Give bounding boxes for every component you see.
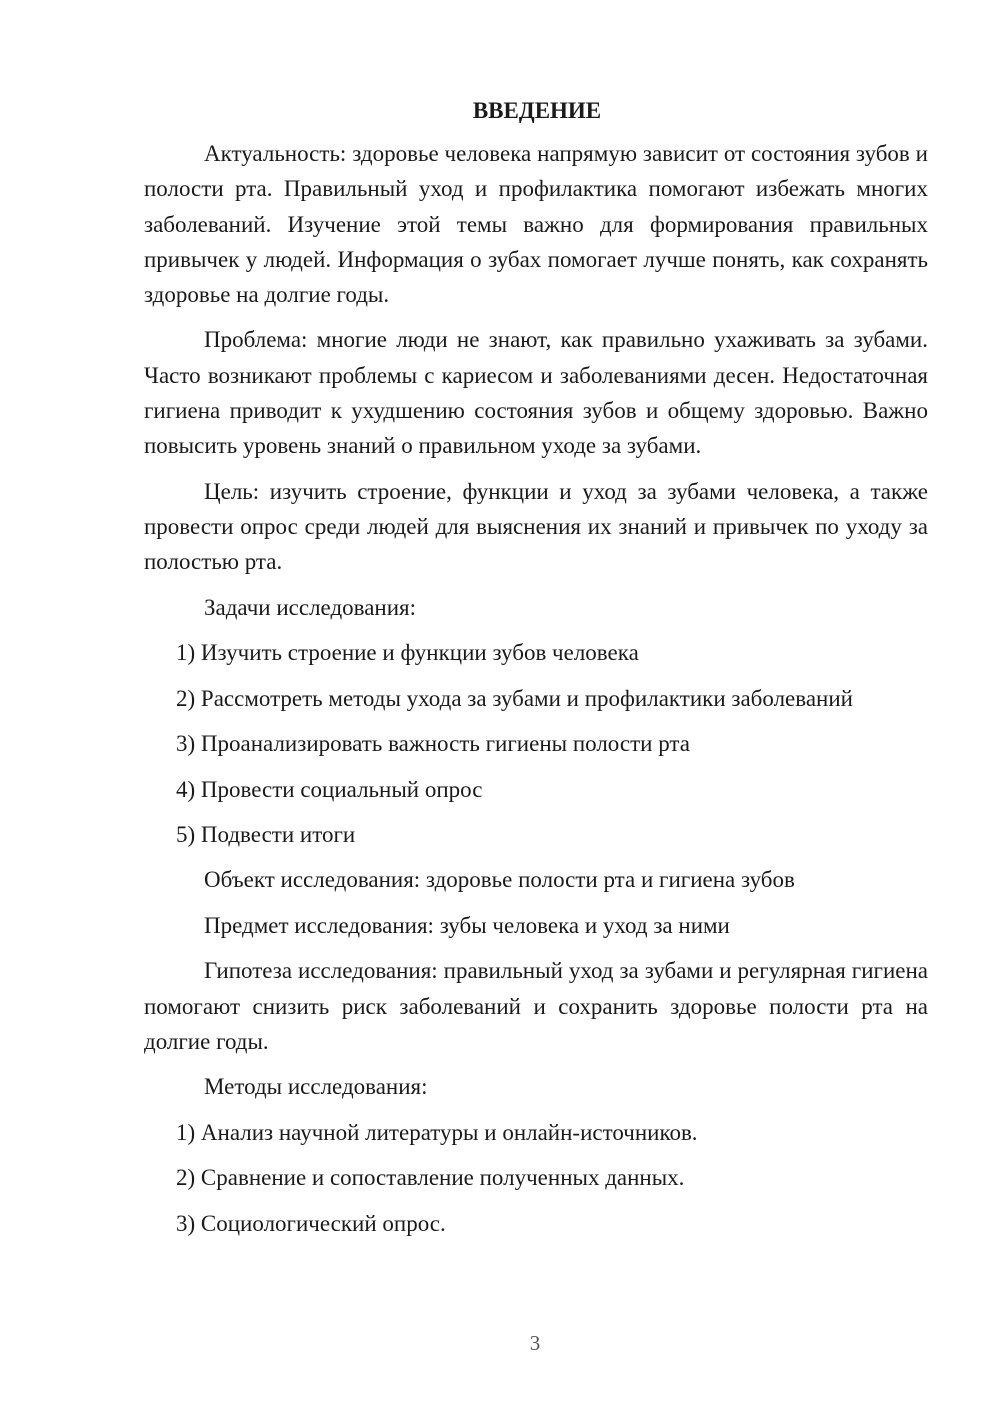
method-item: 1) Анализ научной литературы и онлайн-источников. (176, 1119, 698, 1145)
methods-list (144, 1115, 928, 1241)
page-number: 3 (529, 1331, 541, 1355)
research-object: Объект исследования: здоровье полости рта и гигиена зубов (204, 867, 795, 893)
task-item: 4) Провести социальный опрос (176, 776, 483, 802)
method-item: 3) Социологический опрос. (176, 1210, 446, 1236)
task-item: 3) Проанализировать важность гигиены полости рта (176, 731, 690, 757)
tasks-label: Задачи исследования: (204, 594, 417, 620)
research-subject: Предмет исследования: зубы человека и уход за ними (204, 912, 730, 938)
relevance-paragraph: Актуальность: здоровье человека напрямую зависит от состояния зубов и полости рта. Правильный уход и профилактика помогают избежать многих заболеваний. Изучение этой темы важно для формирования правильных привычек у людей. Информация о зубах помогает лучше понять, как сохранять здоровье на долгие годы. (144, 141, 928, 308)
task-item: 1) Изучить строение и функции зубов человека (176, 640, 639, 666)
problem-paragraph: Проблема: многие люди не знают, как правильно ухаживать за зубами. Часто возникают проблемы с кариесом и заболеваниями десен. Недостаточная гигиена приводит к ухудшению состояния зубов и общему здоровью. Важно повысить уровень знаний о правильном уходе за зубами. (144, 327, 928, 459)
goal-paragraph: Цель: изучить строение, функции и уход за зубами человека, а также провести опрос среди людей для выяснения их знаний и привычек по уходу за полостью рта. (144, 478, 928, 575)
method-item: 2) Сравнение и сопоставление полученных данных. (176, 1165, 685, 1191)
hypothesis-paragraph: Гипотеза исследования: правильный уход за зубами и регулярная гигиена помогают снизить риск заболеваний и сохранить здоровье полости рта на долгие годы. (144, 958, 928, 1055)
task-item: 2) Рассмотреть методы ухода за зубами и профилактики заболеваний (176, 685, 853, 711)
page-content (144, 94, 928, 1251)
section-heading: ВВЕДЕНИЕ (472, 98, 602, 123)
task-item: 5) Подвести итоги (176, 821, 356, 847)
tasks-list (144, 635, 928, 852)
methods-label: Методы исследования: (204, 1074, 428, 1100)
